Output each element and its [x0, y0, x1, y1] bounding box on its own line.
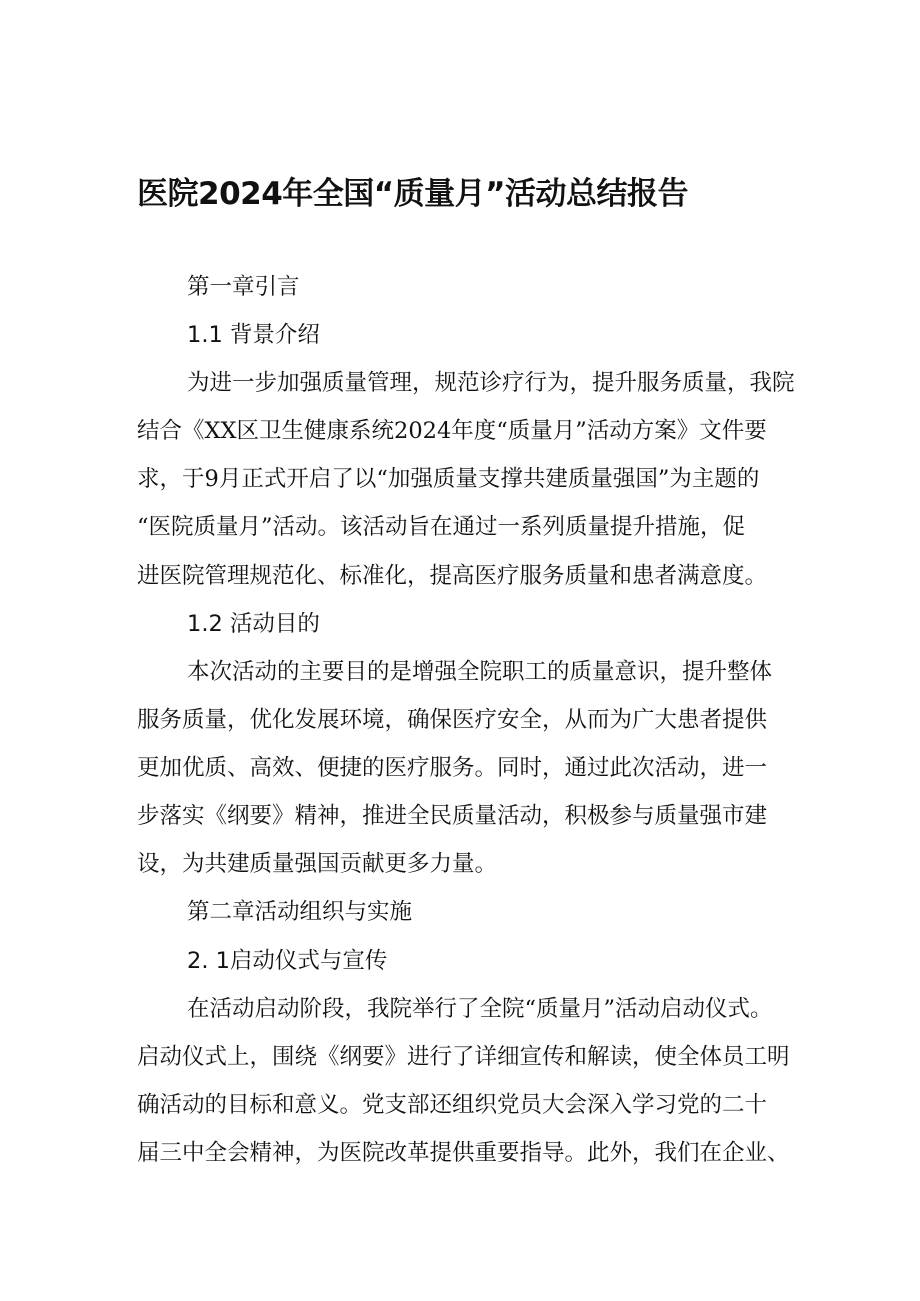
paragraph-line: 更加优质、高效、便捷的医疗服务。同时，通过此次活动，进一 [137, 755, 768, 781]
paragraph-line: 结合《XX区卫生健康系统2024年度“质量月”活动方案》文件要 [137, 418, 767, 444]
document-title: 医院2024年全国“质量月”活动总结报告 [137, 176, 689, 212]
paragraph-line: 本次活动的主要目的是增强全院职工的质量意识，提升整体 [187, 659, 773, 685]
paragraph-line: 确活动的目标和意义。党支部还组织党员大会深入学习党的二十 [137, 1092, 768, 1118]
chapter-heading-1: 第一章引言 [187, 274, 300, 300]
paragraph-line: 进医院管理规范化、标准化，提高医疗服务质量和患者满意度。 [137, 563, 768, 589]
paragraph-line: “医院质量月”活动。该活动旨在通过一系列质量提升措施，促 [137, 514, 746, 540]
paragraph-line: 为进一步加强质量管理，规范诊疗行为，提升服务质量，我院 [187, 370, 795, 396]
paragraph-line: 设，为共建质量强国贡献更多力量。 [137, 851, 498, 877]
paragraph-line: 在活动启动阶段，我院举行了全院“质量月”活动启动仪式。 [187, 996, 773, 1022]
paragraph-line: 启动仪式上，围绕《纲要》进行了详细宣传和解读，使全体员工明 [137, 1044, 790, 1070]
paragraph-line: 步落实《纲要》精神，推进全民质量活动，积极参与质量强市建 [137, 803, 768, 829]
section-heading-1-1: 1.1 背景介绍 [187, 322, 320, 348]
chapter-heading-2: 第二章活动组织与实施 [187, 899, 413, 925]
paragraph-line: 求，于9月正式开启了以“加强质量支撑共建质量强国”为主题的 [137, 466, 760, 492]
paragraph-line: 服务质量，优化发展环境，确保医疗安全，从而为广大患者提供 [137, 707, 768, 733]
paragraph-line: 届三中全会精神，为医院改革提供重要指导。此外，我们在企业、 [137, 1140, 790, 1166]
section-heading-2-1: 2. 1启动仪式与宣传 [187, 948, 388, 974]
section-heading-1-2: 1.2 活动目的 [187, 611, 320, 637]
